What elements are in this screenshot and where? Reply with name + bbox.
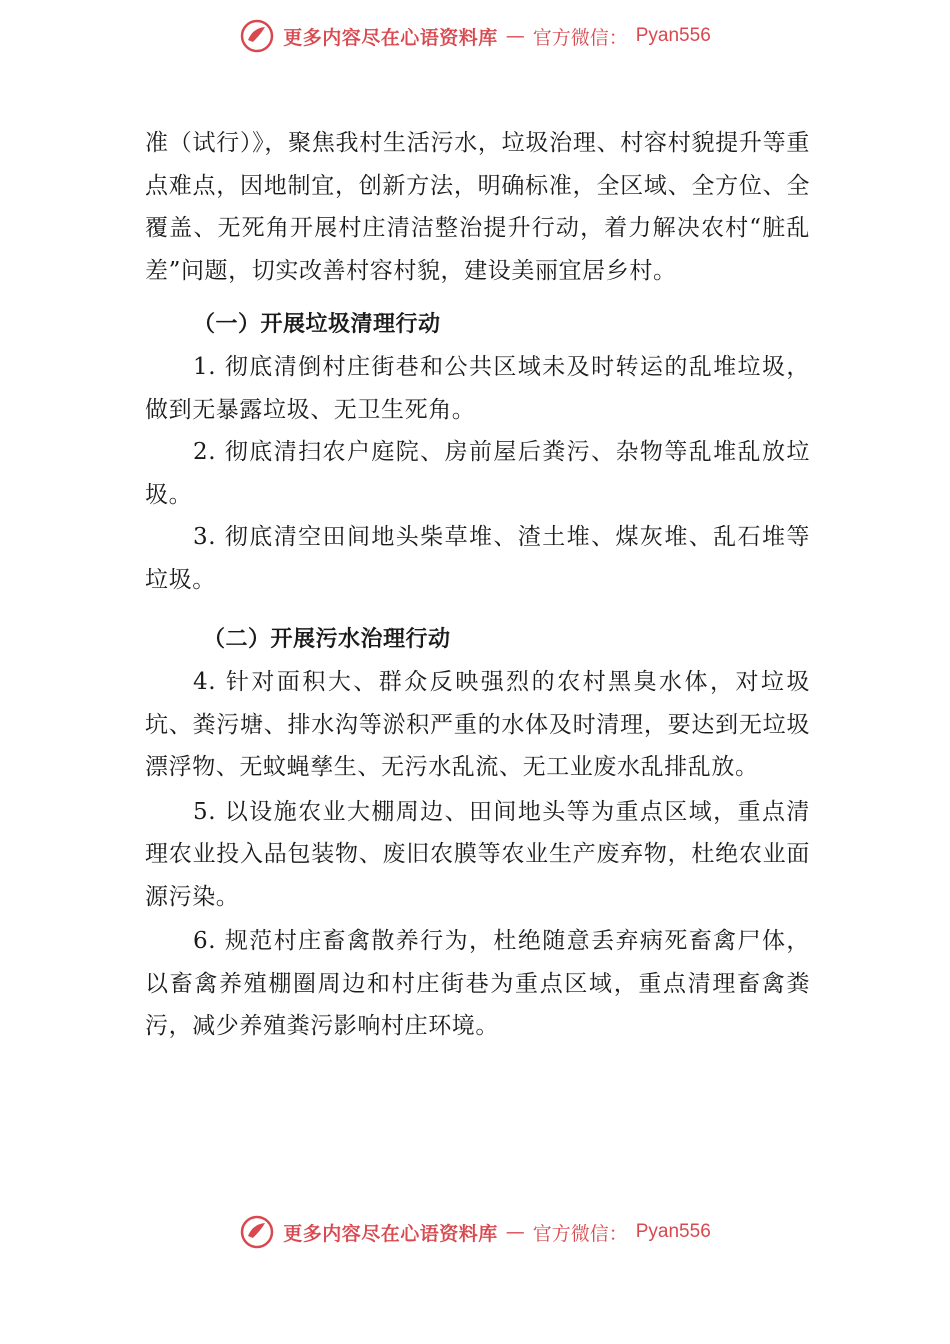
watermark-separator: — [505,1221,525,1243]
brand-logo-icon [239,1214,275,1250]
watermark-title: 更多内容尽在心语资料库 [283,26,498,49]
section-heading-sewage: （二）开展污水治理行动 [203,627,451,652]
list-item: 2. 彻底清扫农户庭院、房前屋后粪污、杂物等乱堆乱放垃圾。 [145,439,810,508]
list-item: 4. 针对面积大、群众反映强烈的农村黑臭水体，对垃圾坑、粪污塘、排水沟等淤积严重的水体及时清理，要达到无垃圾漂浮物、无蚊蝇孳生、无污水乱流、无工业废水乱排乱放。 [145,669,810,780]
section-heading-garbage: （一）开展垃圾清理行动 [193,312,441,337]
watermark-separator: — [505,25,525,47]
intro-paragraph: 准（试行）》，聚焦我村生活污水，垃圾治理、村容村貌提升等重点难点，因地制宜，创新方法，明确标准，全区域、全方位、全覆盖、无死角开展村庄清洁整治提升行动，着力解决农村“脏乱差”问题，切实改善村容村貌，建设美丽宜居乡村。 [145,130,810,284]
list-item: 3. 彻底清空田间地头柴草堆、渣土堆、煤灰堆、乱石堆等垃圾。 [145,524,810,593]
watermark-wechat-label: 官方微信： [532,26,628,49]
footer-watermark [0,1210,950,1254]
brand-logo-icon [239,18,275,54]
document-body [145,122,810,1048]
watermark-wechat-id: Pyan556 [635,25,711,46]
list-item: 6. 规范村庄畜禽散养行为，杜绝随意丢弃病死畜禽尸体，以畜禽养殖棚圈周边和村庄街巷为重点区域，重点清理畜禽粪污，减少养殖粪污影响村庄环境。 [145,928,810,1039]
watermark-wechat-label: 官方微信： [532,1222,628,1245]
header-watermark [0,14,950,58]
watermark-wechat-id: Pyan556 [635,1221,711,1242]
list-item: 1. 彻底清倒村庄街巷和公共区域未及时转运的乱堆垃圾，做到无暴露垃圾、无卫生死角。 [145,354,810,423]
watermark-title: 更多内容尽在心语资料库 [283,1222,498,1245]
list-item: 5. 以设施农业大棚周边、田间地头等为重点区域，重点清理农业投入品包装物、废旧农膜等农业生产废弃物，杜绝农业面源污染。 [145,798,810,910]
